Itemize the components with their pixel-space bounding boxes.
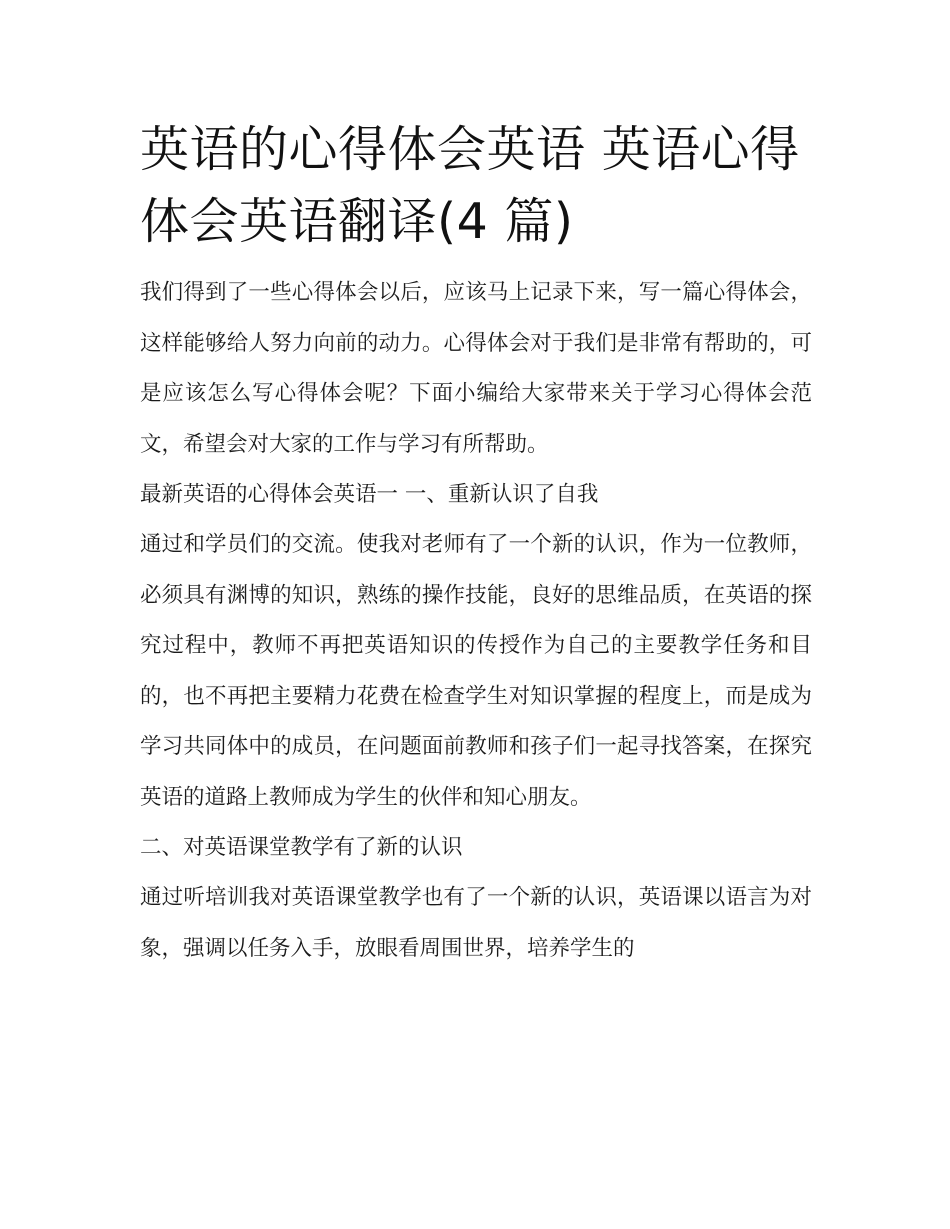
section-1-body: 通过和学员们的交流。使我对老师有了一个新的认识，作为一位教师，必须具有渊博的知识，熟练的操作技能，良好的思维品质，在英语的探究过程中，教师不再把英语知识的传授作为自己的主要教学任务和目的，也不再把主要精力花费在检查学生对知识掌握的程度上，而是成为学习共同体中的成员，在问题面前教师和孩子们一起寻找答案，在探究英语的道路上教师成为学生的伙伴和知心朋友。 [140, 532, 812, 810]
document-title [140, 114, 812, 258]
title-line-1: 英语的心得体会英语 英语心得 [140, 121, 800, 178]
document-page [140, 114, 812, 974]
section-1-heading: 最新英语的心得体会英语一 一、重新认识了自我 [140, 482, 599, 507]
section-2-body: 通过听培训我对英语课堂教学也有了一个新的认识，英语课以语言为对象，强调以任务入手，放眼看周围世界，培养学生的 [140, 885, 812, 961]
section-2-heading: 二、对英语课堂教学有了新的认识 [140, 835, 463, 860]
title-line-2: 体会英语翻译(4 篇) [140, 193, 574, 250]
intro-paragraph: 我们得到了一些心得体会以后，应该马上记录下来，写一篇心得体会，这样能够给人努力向前的动力。心得体会对于我们是非常有帮助的，可是应该怎么写心得体会呢？下面小编给大家带来关于学习心得体会范文，希望会对大家的工作与学习有所帮助。 [140, 280, 812, 457]
